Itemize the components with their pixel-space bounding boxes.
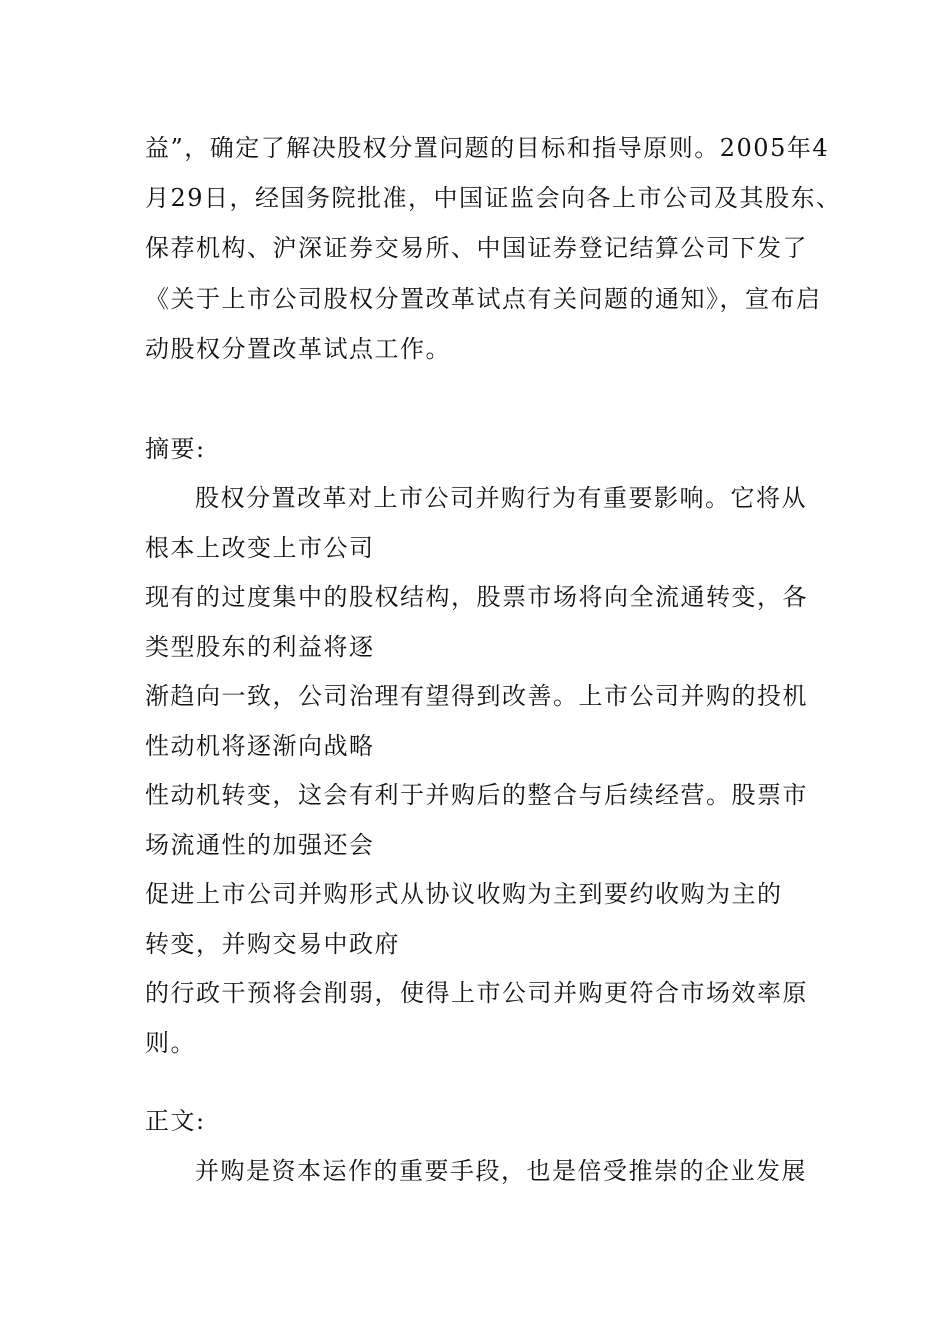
intro-line-1: 益”，确定了解决股权分置问题的目标和指导原则。2005年4 — [145, 134, 830, 162]
abstract-line-6: 性动机将逐渐向战略 — [145, 732, 375, 760]
abstract-line-1: 股权分置改革对上市公司并购行为有重要影响。它将从 — [195, 484, 807, 512]
abstract-heading: 摘要: — [145, 435, 206, 463]
abstract-line-8: 场流通性的加强还会 — [145, 831, 375, 859]
intro-line-4: 《关于上市公司股权分置改革试点有关问题的通知》，宣布启 — [145, 285, 822, 313]
intro-line-2: 月29日，经国务院批准，中国证监会向各上市公司及其股东、 — [145, 184, 842, 212]
abstract-line-11: 的行政干预将会削弱，使得上市公司并购更符合市场效率原 — [145, 979, 808, 1007]
abstract-line-10: 转变，并购交易中政府 — [145, 930, 400, 958]
abstract-line-12: 则。 — [145, 1029, 196, 1057]
abstract-line-4: 类型股东的利益将逐 — [145, 633, 375, 661]
abstract-line-7: 性动机转变，这会有利于并购后的整合与后续经营。股票市 — [145, 781, 808, 809]
abstract-line-2: 根本上改变上市公司 — [145, 534, 375, 562]
body-heading: 正文: — [145, 1107, 206, 1135]
abstract-line-5: 渐趋向一致，公司治理有望得到改善。上市公司并购的投机 — [145, 682, 808, 710]
abstract-line-3: 现有的过度集中的股权结构，股票市场将向全流通转变，各 — [145, 583, 808, 611]
intro-line-3: 保荐机构、沪深证券交易所、中国证券登记结算公司下发了 — [145, 234, 808, 262]
abstract-line-9: 促进上市公司并购形式从协议收购为主到要约收购为主的 — [145, 880, 783, 908]
body-line-1: 并购是资本运作的重要手段，也是倍受推崇的企业发展 — [195, 1157, 807, 1185]
intro-line-5: 动股权分置改革试点工作。 — [145, 335, 451, 363]
